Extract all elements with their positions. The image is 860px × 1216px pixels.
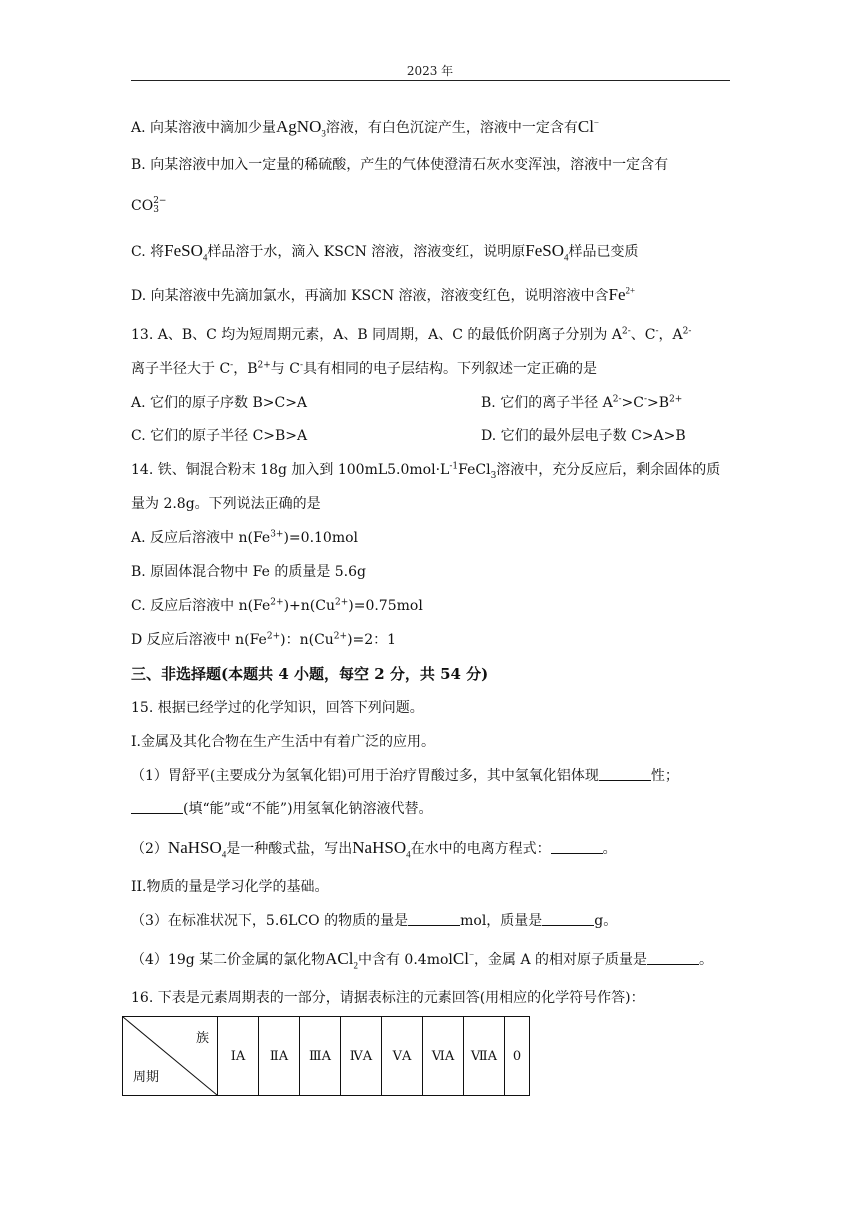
answer-blank: [647, 951, 699, 965]
q14-stem-line2: 量为 2.8g。下列说法正确的是: [131, 496, 321, 512]
q15-intro: 15. 根据已经学过的化学知识，回答下列问题。: [131, 700, 424, 716]
q15-item1-line1: （1）胃舒平(主要成分为氢氧化铝)可用于治疗胃酸过多，其中氢氧化铝体现 性；: [131, 768, 679, 784]
group-header: ⅠA: [218, 1017, 259, 1096]
q14-option-c: C. 反应后溶液中 $n(Fe^{2+})+n(Cu^{2+})=0.75mol$: [131, 597, 423, 614]
group-header: ⅥA: [423, 1017, 464, 1096]
answer-blank: [542, 912, 594, 926]
q14-option-a: A. 反应后溶液中 $n(Fe^{3+})=0.10mol$: [131, 529, 359, 546]
group-header: ⅦA: [464, 1017, 505, 1096]
group-header: ⅣA: [341, 1017, 382, 1096]
q12-d-ion: $Fe^{2+}$: [608, 285, 636, 304]
section3-title: 三、非选择题(本题共 4 小题，每空 2 分，共 54 分): [131, 665, 489, 683]
q13-stem-line2: 离子半径大于 C-，$B^{2+}$与 C-具有相同的电子层结构。下列叙述一定正确的是: [131, 360, 598, 377]
q14-stem-line1: 14. 铁、铜混合粉末 18g 加入到 $100mL5.0mol\cdot L^{-1}FeCl_3$溶液中，充分反应后，剩余固体的质: [131, 461, 721, 481]
q12-a-ion: Cl−: [577, 117, 599, 136]
q12-a-formula: AgNO$_3$: [276, 117, 326, 139]
q15-part2: II.物质的量是学习化学的基础。: [131, 879, 329, 895]
group-header: ⅤA: [382, 1017, 423, 1096]
q15-acl2: ACl$_2$: [325, 949, 358, 971]
q12-option-b: B. 向某溶液中加入一定量的稀硫酸，产生的气体使澄清石灰水变浑浊，溶液中一定含有: [131, 157, 669, 173]
answer-blank: [599, 767, 651, 781]
answer-blank: [131, 800, 183, 814]
q16-intro: 16. 下表是元素周期表的一部分，请据表标注的元素回答(用相应的化学符号作答)：: [131, 990, 645, 1006]
header-rule: [131, 80, 730, 81]
q12-option-b-ion: CO 2− 3: [131, 196, 167, 215]
answer-blank: [408, 912, 460, 926]
q13-option-c: C. 它们的原子半径 C>B>A: [131, 428, 308, 444]
table-row: [123, 1017, 530, 1096]
q15-nahso4-2: NaHSO$_4$: [352, 838, 411, 860]
q15-item1-line2: (填“能”或“不能”)用氢氧化钠溶液代替。: [131, 799, 433, 819]
q12-c-formula2: FeSO$_4$: [525, 241, 569, 263]
q15-part1: I.金属及其化合物在生产生活中有着广泛的应用。: [131, 734, 435, 750]
q15-item4: （4）19g 某二价金属的氯化物ACl$_2$中含有 0.4molCl−，金属 A 的相对原子质量是 。: [131, 949, 714, 971]
q14-option-b: B. 原固体混合物中 Fe 的质量是 5.6g: [131, 564, 366, 580]
q13-stem-line1: 13. A、B、C 均为短周期元素，A、B 同周期，A、C 的最低价阴离子分别为 $A^{2-}$、C-，$A^{2-}$: [131, 326, 692, 343]
q15-nahso4: NaHSO$_4$: [167, 838, 227, 860]
q12-a-text: A. 向某溶液中滴加少量: [131, 120, 277, 136]
q12-option-d: D. 向某溶液中先滴加氯水，再滴加 KSCN 溶液，溶液变红色，说明溶液中含$Fe^{2+}$: [131, 285, 636, 304]
table-corner-cell: [123, 1017, 218, 1096]
q12-a-text2: 溶液，有白色沉淀产生，溶液中一定含有: [325, 120, 578, 136]
q15-cl-ion: Cl−: [452, 949, 475, 968]
group-header: ⅢA: [300, 1017, 341, 1096]
group-header: ⅡA: [259, 1017, 300, 1096]
corner-period-label: 周期: [133, 1070, 160, 1085]
corner-group-label: 族: [195, 1031, 209, 1046]
q13-option-d: D. 它们的最外层电子数 C>A>B: [481, 428, 686, 444]
page-header-year: 2023 年: [406, 64, 454, 78]
group-header: 0: [505, 1017, 530, 1096]
periodic-table-fragment: [122, 1016, 530, 1096]
q12-option-c: C. 将FeSO$_4$样品溶于水，滴入 KSCN 溶液，溶液变红，说明原FeSO$_4$样品已变质: [131, 241, 639, 263]
q12-c-formula: FeSO$_4$: [164, 241, 208, 263]
q13-option-b: B. 它们的离子半径 $A^{2-}>C^->B^{2+}$: [481, 394, 683, 411]
q13-option-a: A. 它们的原子序数 B>C>A: [131, 395, 308, 411]
q12-option-a: [131, 117, 599, 138]
q15-item3: （3）在标准状况下，5.6LCO 的物质的量是 mol，质量是 g。: [131, 913, 618, 929]
q14-option-d: D 反应后溶液中 $n(Fe^{2+})$：$n(Cu^{2+})=2$：1: [131, 631, 397, 648]
q15-item2: （2）NaHSO$_4$是一种酸式盐，写出NaHSO$_4$在水中的电离方程式： 。: [131, 838, 617, 860]
answer-blank: [551, 840, 603, 854]
